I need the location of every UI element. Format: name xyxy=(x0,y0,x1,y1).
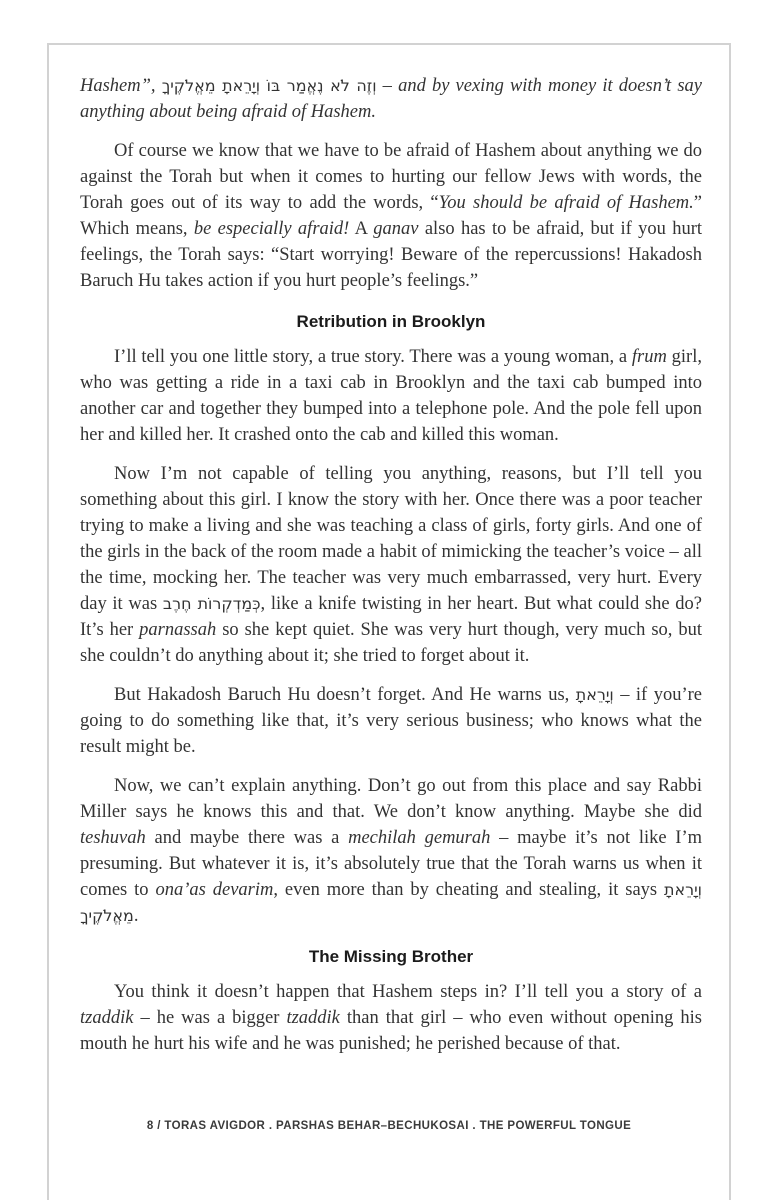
text-run: frum xyxy=(631,347,667,367)
hebrew-text: וְיָרֵאתָ מֵאֱלֹקֶיךָ xyxy=(80,880,702,925)
page-frame xyxy=(47,43,731,1200)
text-run: than that girl – who even without opening his mouth he hurt his wife and he was punished; he perished because of that. xyxy=(80,1008,702,1054)
text-run: teshuvah xyxy=(80,828,146,848)
text-run: Now I’m not capable of telling you anything, reasons, but I’ll tell you something about this girl. I know the story with her. Once there was a poor teacher trying to make a living and she was teaching a class of girls, forty girls. And one of the girls in the back of the room made a habit of mimicking the teacher’s voice – all the time, mocking her. The teacher was very much embarrassed, very hurt. Every day it was xyxy=(80,464,702,614)
text-run: girl, who was getting a ride in a taxi cab in Brooklyn and the taxi cab bumped into another car and together they bumped into a telephone pole. And the pole fell upon her and killed her. It crashed onto the cab and killed this woman. xyxy=(80,347,702,445)
paragraph xyxy=(80,682,702,760)
hebrew-text: וְזֶה לֹא נֶאֱמַר בּוֹ וְיָרֵאתָ מֵאֱלֹקֶיךָ xyxy=(161,76,377,95)
text-run: ganav xyxy=(373,219,419,239)
text-run: A xyxy=(349,219,374,239)
text-run: , like a knife twisting in her heart. But what could she do? It’s her xyxy=(80,594,703,640)
text-run: But Hakadosh Baruch Hu doesn’t forget. And He warns us, xyxy=(114,685,576,705)
text-run: – if you’re going to do something like that, it’s very serious business; who knows what the result might be. xyxy=(80,685,702,757)
text-run: and maybe there was a xyxy=(145,828,349,848)
text-run: tzaddik xyxy=(80,1008,134,1028)
text-run: Now, we can’t explain anything. Don’t go out from this place and say Rabbi Miller says he knows this and that. We don’t know anything. Maybe she did xyxy=(80,776,702,822)
text-run: mechilah gemurah xyxy=(348,828,491,848)
paragraph xyxy=(80,138,702,294)
text-run: . xyxy=(133,906,139,926)
paragraph xyxy=(80,461,702,669)
text-run: so she kept quiet. She was very hurt though, very much so, but she couldn’t do anything about it; she tried to forget about it. xyxy=(80,620,702,666)
text-run: be especially afraid! xyxy=(193,219,350,239)
text-run: ona’as devarim xyxy=(155,880,274,900)
section-heading: The Missing Brother xyxy=(308,947,474,966)
text-run: – he was a bigger xyxy=(133,1008,287,1028)
text-run: tzaddik xyxy=(286,1008,340,1028)
text-run: – and by vexing with money it doesn’t say anything about being afraid of Hashem. xyxy=(80,76,702,122)
text-run: parnassah xyxy=(139,620,217,640)
footer-text: 8 / TORAS AVIGDOR . PARSHAS BEHAR–BECHUKOSAI . THE POWERFUL TONGUE xyxy=(146,1120,632,1132)
text-run: You think it doesn’t happen that Hashem steps in? I’ll tell you a story of a xyxy=(114,982,702,1002)
hebrew-text: וְיָרֵאתָ xyxy=(575,685,614,704)
text-run: ” Which means, xyxy=(80,193,702,239)
text-run: , even more than by cheating and stealing, it says xyxy=(273,880,665,900)
text-run: also has to be afraid, but if you hurt feelings, the Torah says: “Start worrying! Beware of the repercussions! Hakadosh Baruch Hu takes action if you hurt people’s feelings.” xyxy=(80,219,702,291)
text-run: Hashem”, xyxy=(80,76,162,96)
article-body xyxy=(80,73,702,1070)
hebrew-text: כְּמַדְקְרוֹת חֶרֶב xyxy=(162,594,261,613)
paragraph xyxy=(80,979,702,1057)
text-run: I’ll tell you one little story, a true story. There was a young woman, a xyxy=(114,347,632,367)
text-run: You should be afraid of Hashem. xyxy=(438,193,694,213)
page-footer xyxy=(49,1120,729,1132)
paragraph xyxy=(80,344,702,448)
text-run: Of course we know that we have to be afraid of Hashem about anything we do against the Torah but when it comes to hurting our fellow Jews with words, the Torah goes out of its way to add the words, “ xyxy=(80,141,702,213)
paragraph xyxy=(80,73,702,125)
text-run: – maybe it’s not like I’m presuming. But whatever it is, it’s absolutely true that the Torah warns us when it comes to xyxy=(80,828,702,900)
paragraph xyxy=(80,773,702,929)
section-heading: Retribution in Brooklyn xyxy=(296,312,486,331)
